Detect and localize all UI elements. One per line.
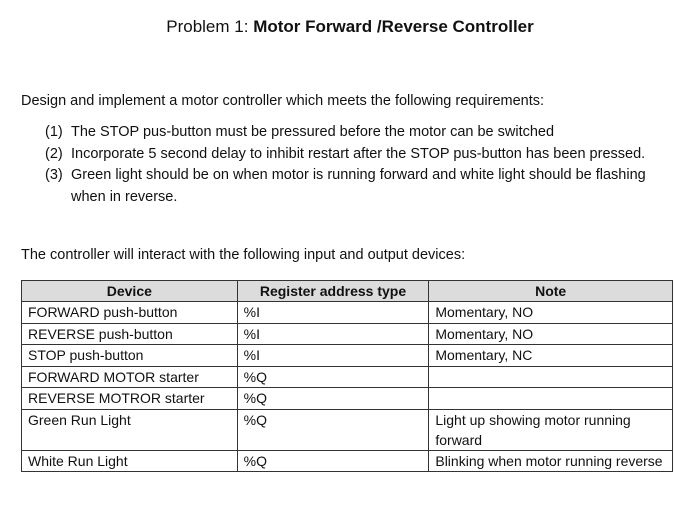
cell-register: %I (237, 345, 429, 367)
table-header-row (22, 281, 673, 302)
cell-device: STOP push-button (22, 345, 238, 367)
cell-register: %Q (237, 366, 429, 388)
title-bold: Motor Forward /Reverse Controller (253, 17, 534, 36)
requirement-text: Green light should be on when motor is running forward and white light should be flashing when in reverse. (71, 167, 646, 205)
table-row (22, 388, 673, 410)
cell-device: FORWARD MOTOR starter (22, 366, 238, 388)
cell-device: REVERSE push-button (22, 323, 238, 345)
requirement-number: (1) (45, 124, 63, 140)
cell-register: %Q (237, 409, 429, 450)
table-lead-paragraph: The controller will interact with the following input and output devices: (21, 247, 466, 263)
header-device: Device (22, 281, 238, 302)
title-prefix: Problem 1: (166, 17, 254, 36)
intro-paragraph: Design and implement a motor controller which meets the following requirements: (21, 93, 545, 109)
page-title (0, 16, 700, 38)
cell-note: Momentary, NC (429, 345, 673, 367)
header-note: Note (429, 281, 673, 302)
cell-register: %Q (237, 450, 429, 472)
table-row (22, 323, 673, 345)
cell-device: White Run Light (22, 450, 238, 472)
cell-device: REVERSE MOTROR starter (22, 388, 238, 410)
table-row (22, 302, 673, 324)
cell-note (429, 388, 673, 410)
requirements-list (45, 122, 655, 208)
cell-register: %Q (237, 388, 429, 410)
cell-register: %I (237, 302, 429, 324)
requirement-text: The STOP pus-button must be pressured before the motor can be switched (71, 124, 555, 140)
requirement-item (45, 144, 655, 166)
table-row (22, 345, 673, 367)
cell-register: %I (237, 323, 429, 345)
table-row (22, 450, 673, 472)
requirement-text: Incorporate 5 second delay to inhibit restart after the STOP pus-button has been pressed. (71, 145, 646, 162)
requirement-number: (2) (45, 145, 63, 162)
requirement-item (45, 122, 655, 144)
cell-note: Blinking when motor running reverse (429, 450, 673, 472)
cell-device: Green Run Light (22, 409, 238, 450)
device-table (21, 280, 673, 472)
requirement-item (45, 165, 655, 208)
cell-note (429, 366, 673, 388)
cell-note: Momentary, NO (429, 323, 673, 345)
cell-note: Momentary, NO (429, 302, 673, 324)
cell-note: Light up showing motor running forward (429, 409, 673, 450)
header-register-address-type: Register address type (237, 281, 429, 302)
table-row (22, 366, 673, 388)
cell-device: FORWARD push-button (22, 302, 238, 324)
requirement-number: (3) (45, 167, 63, 183)
table-row (22, 409, 673, 450)
